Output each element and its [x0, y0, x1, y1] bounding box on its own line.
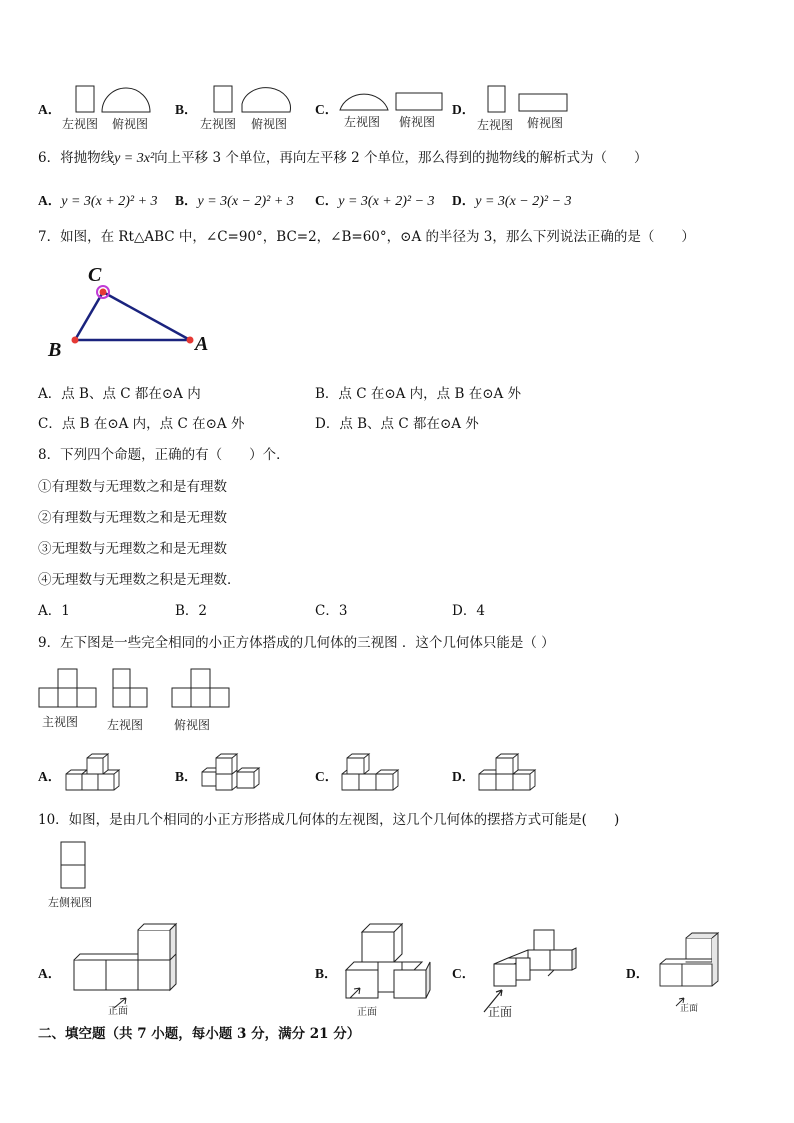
q5-option-a-left-caption: 左视图 [62, 117, 99, 131]
q7-stem: 7．如图，在 Rt△ABC 中，∠C=90°，BC=2，∠B=60°，⊙A 的半径为 3，那么下列说法正确的是（ ） [38, 229, 695, 245]
q7-point-c [100, 289, 107, 296]
q7-option-b: B．点 C 在⊙A 内，点 B 在⊙A 外 [315, 386, 522, 402]
q9-option-c-letter: C． [315, 769, 339, 784]
q7-label-b: B [48, 339, 62, 361]
q10-option-a-letter: A． [38, 966, 62, 981]
q5-option-d-figure [486, 84, 572, 114]
q9-left-view [113, 669, 147, 707]
q6-option-a-letter: A． [38, 193, 62, 208]
q8-option-d: D．4 [452, 603, 485, 619]
q5-option-a-letter: A． [38, 102, 62, 117]
q6-option-d [452, 192, 572, 211]
q6-option-b [175, 192, 294, 211]
q9-option-b-letter: B． [175, 769, 198, 784]
q5-option-a-right-caption: 俯视图 [112, 117, 149, 131]
q10-left-view-figure [60, 841, 88, 891]
q9-option-a-letter: A． [38, 769, 62, 784]
q9-option-b-figure [200, 752, 262, 794]
q8-item-3: ③无理数与无理数之和是无理数 [38, 541, 227, 557]
q10-option-b-letter: B． [315, 966, 338, 981]
q5-option-c-right-caption: 俯视图 [399, 115, 436, 129]
q10-stem: 10．如图，是由几个相同的小正方形搭成几何体的左视图，这几个几何体的摆搭方式可能是( ) [38, 812, 620, 828]
q7-point-a [187, 337, 194, 344]
q5-option-a-figure [74, 84, 154, 114]
q6-stem-suffix: 向上平移 3 个单位，再向左平移 2 个单位，那么得到的抛物线的解析式为（ ） [154, 150, 648, 166]
q9-option-d-figure [477, 752, 539, 794]
q10-left-view-caption: 左侧视图 [48, 897, 92, 909]
q10-option-c-front-label: 正面 [488, 1005, 513, 1019]
q5-option-b-right-caption: 俯视图 [251, 117, 288, 131]
q5-option-d-letter: D． [452, 102, 476, 117]
q5-option-c-figure [338, 86, 446, 112]
q9-option-d-letter: D． [452, 769, 476, 784]
q7-label-c: C [88, 264, 102, 286]
q5-option-b-left-caption: 左视图 [200, 117, 237, 131]
q7-point-b [72, 337, 79, 344]
q9-front-view-caption: 主视图 [42, 715, 79, 729]
q6-option-b-letter: B． [175, 193, 198, 208]
q7-option-a: A．点 B、点 C 都在⊙A 内 [38, 386, 201, 402]
q7-option-d: D．点 B、点 C 都在⊙A 外 [315, 416, 479, 432]
q6-option-a [38, 192, 158, 211]
q8-item-2: ②有理数与无理数之和是无理数 [38, 510, 227, 526]
q5-option-d-left-caption: 左视图 [477, 118, 514, 132]
q9-option-c-figure [340, 752, 402, 794]
q10-option-b-front-label: 正面 [357, 1007, 377, 1018]
q5-option-c-letter: C． [315, 102, 339, 117]
q10-option-d-letter: D． [626, 966, 650, 981]
q6-option-c-letter: C． [315, 193, 339, 208]
q8-item-4: ④无理数与无理数之积是无理数． [38, 572, 241, 588]
q8-stem: 8．下列四个命题，正确的有（ ）个． [38, 447, 290, 463]
q5-option-d-right-caption: 俯视图 [527, 116, 564, 130]
q5-option-b-letter: B． [175, 102, 198, 117]
q8-item-1: ①有理数与无理数之和是有理数 [38, 479, 227, 495]
section-2-title: 二、填空题（共 7 小题，每小题 3 分，满分 21 分） [38, 1026, 361, 1042]
q8-option-b: B．2 [175, 603, 208, 619]
q10-option-c-letter: C． [452, 966, 476, 981]
q9-option-a-figure [62, 752, 124, 794]
q8-option-a: A．1 [38, 603, 70, 619]
q6-option-b-formula: y = 3(x − 2)² + 3 [197, 194, 294, 209]
q6-option-c-formula: y = 3(x + 2)² − 3 [338, 194, 435, 209]
q6-option-c [315, 192, 435, 211]
q7-triangle-figure [40, 258, 220, 361]
q8-option-c: C．3 [315, 603, 348, 619]
q10-option-b-figure [342, 922, 438, 1012]
q10-option-d-figure [656, 930, 726, 1006]
q6-option-a-formula: y = 3(x + 2)² + 3 [61, 194, 158, 209]
q9-three-views [38, 668, 248, 710]
q7-side-ca [103, 292, 190, 340]
q10-option-a-figure [70, 922, 190, 1018]
q6-option-d-formula: y = 3(x − 2)² − 3 [475, 194, 572, 209]
q6-stem-prefix: 6．将抛物线 [38, 150, 115, 166]
q9-left-view-caption: 左视图 [107, 718, 144, 732]
q6-option-d-letter: D． [452, 193, 476, 208]
q7-option-c: C．点 B 在⊙A 内，点 C 在⊙A 外 [38, 416, 245, 432]
q9-top-view [172, 669, 229, 707]
q7-side-cb [75, 292, 103, 340]
q5-option-b-figure [212, 84, 292, 114]
q9-top-view-caption: 俯视图 [174, 718, 211, 732]
q9-stem: 9．左下图是一些完全相同的小正方体搭成的几何体的三视图 ．这个几何体只能是（ ） [38, 635, 555, 651]
q10-option-a-front-label: 正面 [108, 1006, 128, 1017]
q7-label-a: A [195, 333, 209, 355]
q5-option-c-left-caption: 左视图 [344, 115, 381, 129]
q10-option-d-front-label: 正面 [680, 1003, 699, 1013]
q6-stem-formula: y = 3x² [114, 151, 155, 166]
q9-front-view [39, 669, 96, 707]
q6-stem [38, 149, 648, 168]
